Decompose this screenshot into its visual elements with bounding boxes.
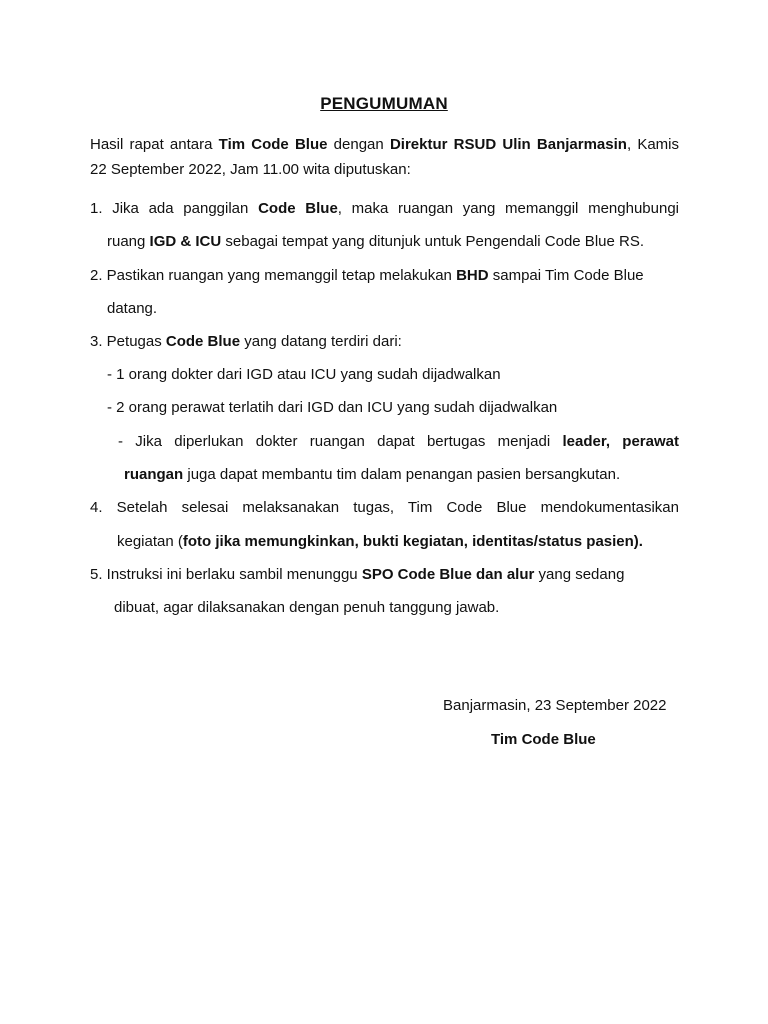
item-text: yang sedang — [534, 566, 625, 583]
intro-director: Direktur RSUD Ulin Banjarmasin — [389, 136, 627, 153]
item-text: juga dapat membantu tim dalam penangan pasien bersangkutan. — [183, 466, 621, 483]
item-bold-text: ruangan — [124, 466, 184, 483]
item-text: 2. Pastikan ruangan yang memanggil tetap melakukan — [90, 267, 457, 284]
item-3-sub-1: - 1 orang dokter dari IGD atau ICU yang sudah dijadwalkan — [107, 366, 501, 383]
item-3-sub-2: - 2 orang perawat terlatih dari IGD dan ICU yang sudah dijadwalkan — [107, 399, 558, 416]
intro-team-name: Tim Code Blue — [218, 136, 328, 153]
item-4-line-1: 4. Setelah selesai melaksanakan tugas, Tim Code Blue mendokumentasikan — [90, 499, 679, 516]
item-text: yang datang terdiri dari: — [240, 333, 402, 350]
item-text: - Jika diperlukan dokter ruangan dapat bertugas menjadi — [118, 433, 563, 450]
signature-place-date: Banjarmasin, 23 September 2022 — [443, 697, 667, 714]
item-3-sub-3-line-1 — [118, 432, 679, 452]
signer-name: Tim Code Blue — [491, 731, 596, 748]
item-5-line-2: dibuat, agar dilaksanakan dengan penuh tanggung jawab. — [114, 599, 500, 616]
item-bold-text: foto jika memungkinkan, bukti kegiatan, identitas/status pasien). — [182, 533, 643, 550]
item-4-line-2 — [117, 532, 643, 552]
item-text: 5. Instruksi ini berlaku sambil menunggu — [90, 566, 362, 583]
item-text: kegiatan ( — [117, 533, 183, 550]
item-bold-text: BHD — [456, 267, 489, 284]
intro-text: , Kamis — [626, 136, 679, 153]
item-text: 1. Jika ada panggilan — [90, 200, 259, 217]
item-bold-text: IGD & ICU — [149, 233, 222, 250]
item-2-line-2: datang. — [107, 300, 158, 317]
item-1-line-2 — [107, 232, 644, 252]
item-text: ruang — [107, 233, 150, 250]
signature-signer — [491, 730, 596, 750]
item-bold-text: SPO Code Blue dan alur — [361, 566, 535, 583]
item-1-line-1 — [90, 199, 679, 219]
item-bold-text: Code Blue — [258, 200, 338, 217]
item-text: 3. Petugas — [90, 333, 166, 350]
item-text: sampai Tim Code Blue — [488, 267, 644, 284]
intro-text: dengan — [327, 136, 390, 153]
item-2-line-1 — [90, 266, 644, 286]
intro-line-1 — [90, 135, 679, 155]
page-title: PENGUMUMAN — [320, 94, 448, 113]
item-3-sub-3-line-2 — [124, 465, 620, 485]
intro-text: Hasil rapat antara — [90, 136, 219, 153]
item-3-line-1 — [90, 332, 402, 352]
intro-line-2: 22 September 2022, Jam 11.00 wita diputuskan: — [90, 161, 411, 178]
item-text: sebagai tempat yang ditunjuk untuk Pengendali Code Blue RS. — [221, 233, 645, 250]
item-bold-text: Code Blue — [165, 333, 241, 350]
item-text: , maka ruangan yang memanggil menghubungi — [337, 200, 679, 217]
item-bold-text: leader, perawat — [562, 433, 679, 450]
item-5-line-1 — [90, 565, 624, 585]
